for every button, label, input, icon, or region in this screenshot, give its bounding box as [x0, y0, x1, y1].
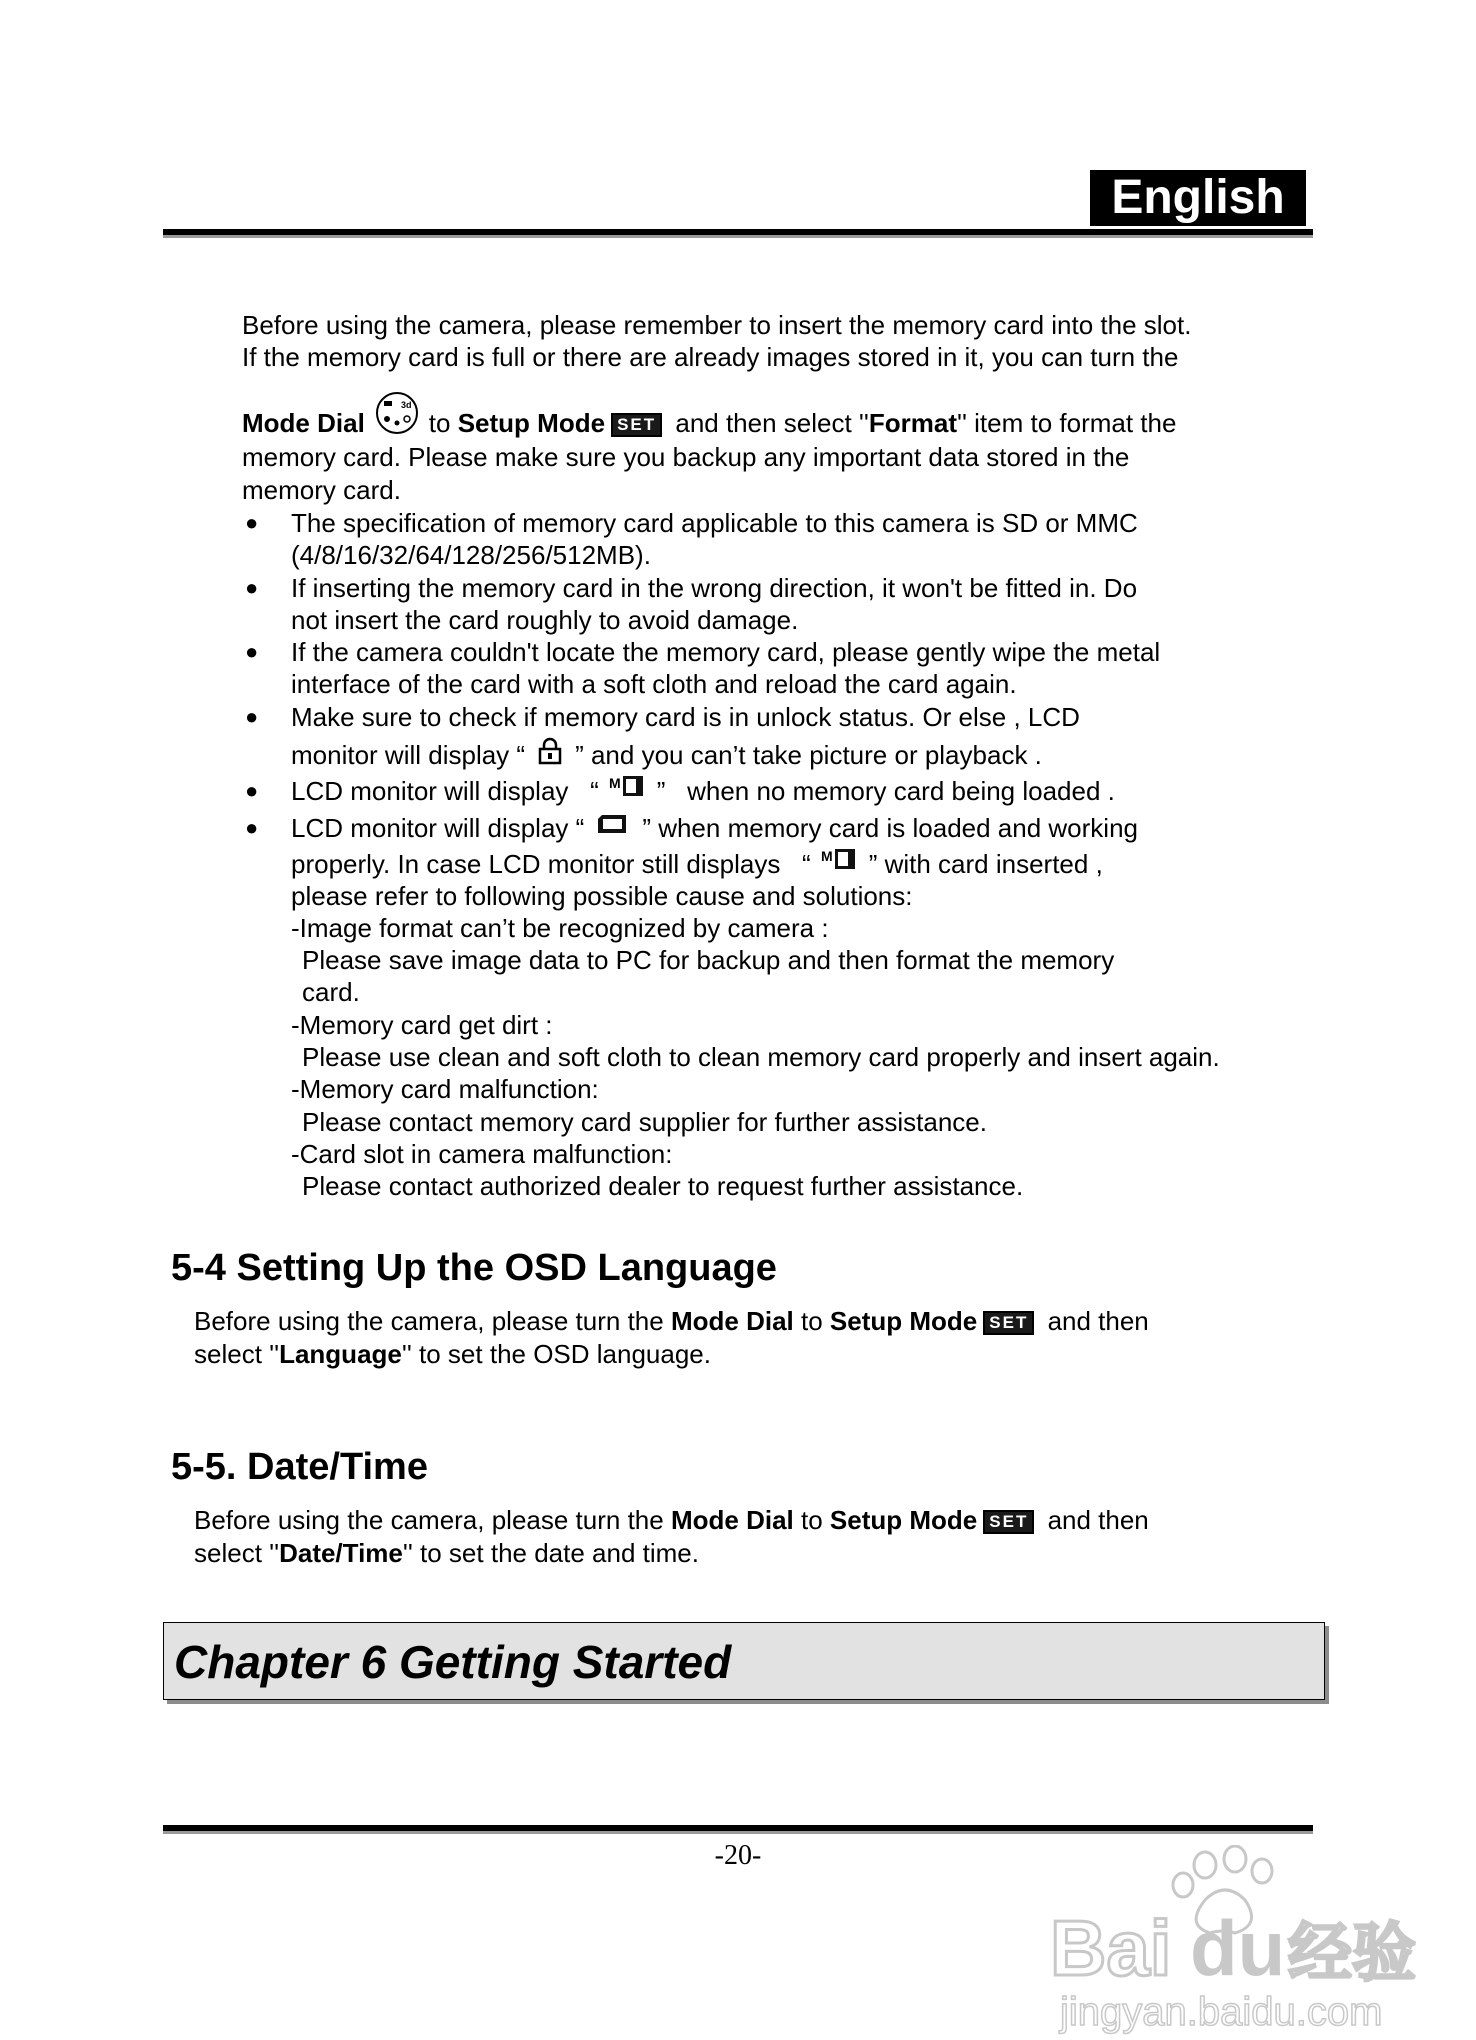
osd-language: Language [279, 1339, 402, 1369]
osd-to: to [801, 1306, 823, 1336]
section-heading-datetime: 5-5. Date/Time [171, 1446, 428, 1488]
osd-mode-dial: Mode Dial [670, 1306, 794, 1336]
baidu-watermark [1040, 1845, 1420, 2035]
bullet-6 [245, 812, 1138, 844]
cause-3: -Memory card malfunction: [291, 1074, 599, 1104]
datetime-line-1 [194, 1504, 1149, 1536]
bullet-1-line-2: (4/8/16/32/64/128/256/512MB). [291, 540, 651, 570]
svg-text:3d: 3d [400, 400, 412, 410]
and-then-select: and then select '' [675, 407, 869, 438]
bullet-6-line-2 [291, 848, 1103, 880]
bullet-6-line-2-text-b: ” with card inserted , [868, 849, 1103, 879]
bullet-6-line-2-text-a: properly. In case LCD monitor still displays “ [291, 849, 811, 879]
watermark-cn: 经验 [1288, 1917, 1416, 1991]
bullet-3-line-1: If the camera couldn't locate the memory card, please gently wipe the metal [291, 637, 1161, 667]
svg-text:M: M [820, 848, 833, 865]
bullet-3-line-2: interface of the card with a soft cloth and reload the card again. [291, 669, 1017, 699]
chapter-banner [163, 1622, 1325, 1700]
date-text-a: Before using the camera, please turn the [194, 1505, 664, 1535]
watermark-url: jingyan.baidu.com [1060, 1990, 1383, 2034]
date-mode-dial: Mode Dial [670, 1505, 794, 1535]
intro-line-1: Before using the camera, please remember to insert the memory card into the slot. [242, 310, 1192, 340]
bullet-5 [245, 775, 1115, 807]
section-heading-osd: 5-4 Setting Up the OSD Language [171, 1247, 777, 1289]
datetime-line-2 [194, 1537, 699, 1569]
osd-select: select '' [194, 1339, 280, 1369]
osd-setup-mode: Setup Mode [829, 1306, 978, 1336]
bullet-2 [245, 572, 1138, 604]
watermark-brand: Bai [1050, 1904, 1172, 1992]
language-badge: English [1090, 170, 1306, 226]
bullet-1 [245, 507, 1138, 539]
date-datetime: Date/Time [279, 1538, 403, 1568]
svg-text:M: M [608, 775, 621, 792]
page-number: -20- [714, 1840, 762, 1871]
bullet-dot: ● [245, 778, 259, 803]
item-to-format: '' item to format the [957, 407, 1177, 438]
bullet-6-text-b: ” when memory card is loaded and working [642, 813, 1138, 843]
osd-line-1 [194, 1305, 1149, 1337]
bullet-5-text-a: LCD monitor will display “ [291, 776, 599, 806]
set-icon: SET [611, 413, 662, 437]
date-and-then: and then [1047, 1505, 1149, 1535]
card-loaded-icon [594, 811, 632, 837]
footer-rule-shadow [163, 1831, 1313, 1834]
bullet-3 [245, 636, 1161, 668]
solution-4: Please contact authorized dealer to request further assistance. [302, 1171, 1024, 1201]
intro-line-2: If the memory card is full or there are already images stored in it, you can turn the [242, 342, 1179, 372]
date-text-b: '' to set the date and time. [402, 1538, 699, 1568]
header-rule-shadow [163, 235, 1313, 238]
no-card-icon [821, 847, 859, 873]
set-icon: SET [983, 1311, 1034, 1335]
bullet-2-line-2: not insert the card roughly to avoid damage. [291, 605, 799, 635]
osd-and-then: and then [1047, 1306, 1149, 1336]
setup-mode-label: Setup Mode [457, 407, 606, 438]
intro-line-5: memory card. [242, 475, 401, 505]
mode-dial-icon [375, 391, 419, 435]
bullet-dot: ● [245, 815, 259, 840]
date-setup-mode: Setup Mode [829, 1505, 978, 1535]
bullet-1-line-1: The specification of memory card applicable to this camera is SD or MMC [291, 508, 1138, 538]
intro-line-4: memory card. Please make sure you backup any important data stored in the [242, 442, 1130, 472]
bullet-4-line-1: Make sure to check if memory card is in unlock status. Or else , LCD [291, 702, 1080, 732]
osd-text-b: '' to set the OSD language. [401, 1339, 711, 1369]
cause-4: -Card slot in camera malfunction: [291, 1139, 673, 1169]
to-label: to [428, 407, 451, 438]
solution-1-line-2: card. [302, 977, 360, 1007]
no-card-icon [609, 774, 647, 800]
format-label: Format [868, 407, 957, 438]
cause-2: -Memory card get dirt : [291, 1010, 553, 1040]
cause-1: -Image format can’t be recognized by camera : [291, 913, 829, 943]
osd-text-a: Before using the camera, please turn the [194, 1306, 664, 1336]
osd-line-2 [194, 1338, 711, 1370]
solution-2: Please use clean and soft cloth to clean memory card properly and insert again. [302, 1042, 1220, 1072]
bullet-6-text-a: LCD monitor will display “ [291, 813, 585, 843]
mode-dial-label: Mode Dial [242, 407, 365, 438]
bullet-dot: ● [245, 510, 259, 535]
lock-icon [537, 737, 563, 765]
date-select: select '' [194, 1538, 280, 1568]
bullet-dot: ● [245, 704, 259, 729]
solution-3: Please contact memory card supplier for further assistance. [302, 1107, 987, 1137]
date-to: to [801, 1505, 823, 1535]
set-icon: SET [983, 1510, 1034, 1534]
solution-1-line-1: Please save image data to PC for backup and then format the memory [302, 945, 1115, 975]
bullet-4-text-a: monitor will display “ [291, 740, 526, 770]
chapter-title: Chapter 6 Getting Started [174, 1636, 732, 1688]
bullet-4-line-2 [291, 739, 1042, 771]
bullet-6-line-3: please refer to following possible cause and solutions: [291, 881, 913, 911]
bullet-dot: ● [245, 639, 259, 664]
bullet-4 [245, 701, 1080, 733]
bullet-5-text-b: ” when no memory card being loaded . [656, 776, 1115, 806]
watermark-brand-2: du [1190, 1904, 1286, 1992]
bullet-dot: ● [245, 575, 259, 600]
bullet-2-line-1: If inserting the memory card in the wrong direction, it won't be fitted in. Do [291, 573, 1138, 603]
bullet-4-text-b: ” and you can’t take picture or playback . [575, 740, 1042, 770]
